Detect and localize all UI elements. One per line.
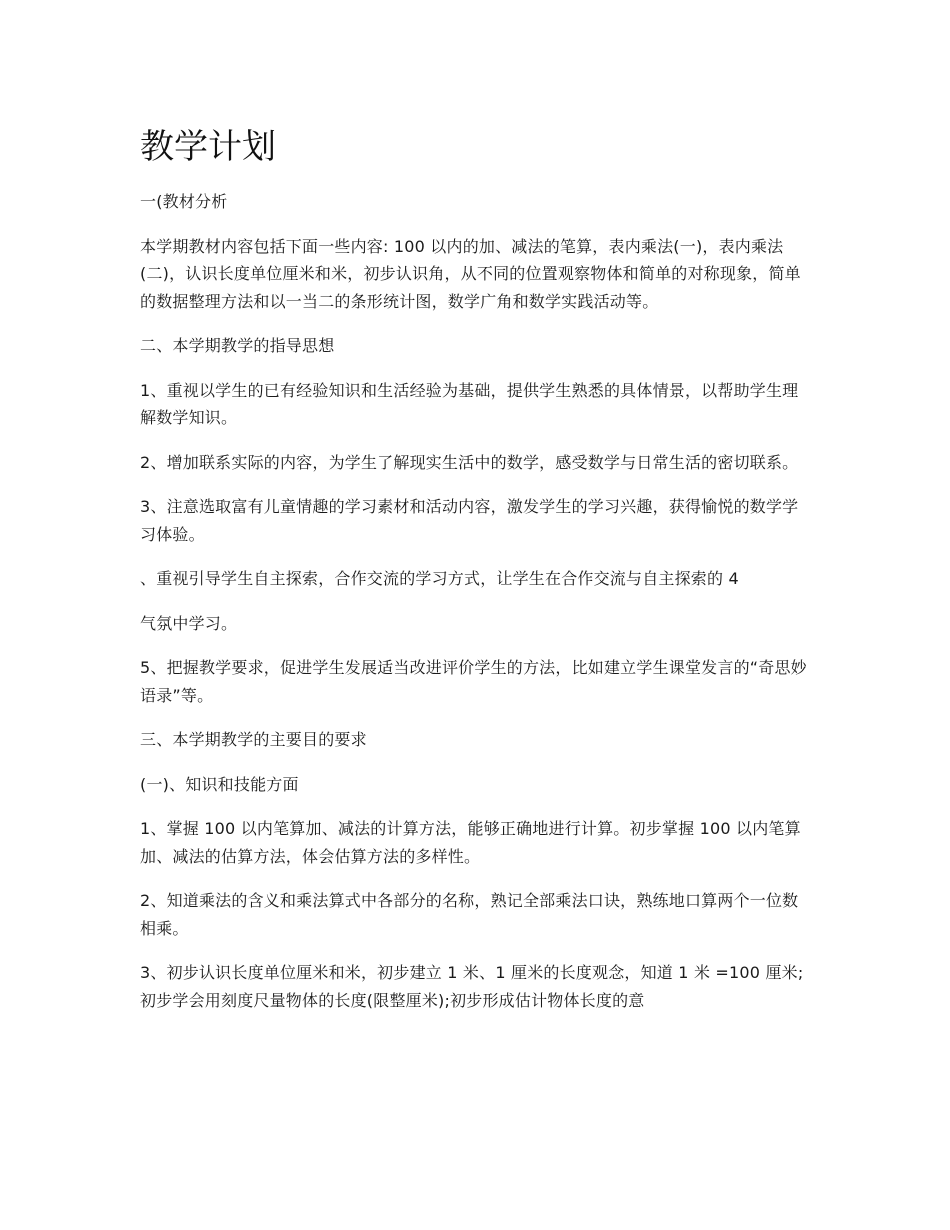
list-item-4: 、重视引导学生自主探索，合作交流的学习方式，让学生在合作交流与自主探索的 4 (140, 569, 739, 588)
list-item-5: 5、把握教学要求，促进学生发展适当改进评价学生的方法，比如建立学生课堂发言的“奇思妙语录”等。 (140, 658, 807, 705)
section-heading-guiding-ideas: 二、本学期教学的指导思想 (140, 336, 335, 355)
subsection-heading-knowledge-skills: (一)、知识和技能方面 (140, 774, 299, 794)
section-heading-textbook-analysis: 一(教材分析 (140, 192, 228, 211)
document-title: 教学计划 (140, 127, 276, 167)
goal-item-2: 2、知道乘法的含义和乘法算式中各部分的名称，熟记全部乘法口诀，熟练地口算两个一位数相乘。 (140, 891, 799, 938)
goal-item-3: 3、初步认识长度单位厘米和米，初步建立 1 米、1 厘米的长度观念，知道 1 米 =100 厘米;初步学会用刻度尺量物体的长度(限整厘米);初步形成估计物体长度的意 (140, 963, 804, 1010)
goal-item-1: 1、掌握 100 以内笔算加、减法的计算方法，能够正确地进行计算。初步掌握 100 以内笔算加、减法的估算方法，体会估算方法的多样性。 (140, 819, 801, 866)
list-item-2: 2、增加联系实际的内容，为学生了解现实生活中的数学，感受数学与日常生活的密切联系。 (140, 452, 799, 472)
list-item-1: 1、重视以学生的已有经验知识和生活经验为基础，提供学生熟悉的具体情景，以帮助学生理解数学知识。 (140, 380, 799, 427)
section-heading-main-goals: 三、本学期教学的主要目的要求 (140, 730, 367, 749)
document-page (140, 120, 812, 1031)
list-item-4-continued: 气氛中学习。 (140, 613, 238, 633)
list-item-3: 3、注意选取富有儿童情趣的学习素材和活动内容，激发学生的学习兴趣，获得愉悦的数学学习体验。 (140, 497, 799, 544)
paragraph-textbook-content: 本学期教材内容包括下面一些内容: 100 以内的加、减法的笔算，表内乘法(一)，表内乘法(二)，认识长度单位厘米和米，初步认识角，从不同的位置观察物体和简单的对称现象，简单的数据整理方法和以一当二的条形统计图，数学广角和数学实践活动等。 (140, 236, 801, 311)
